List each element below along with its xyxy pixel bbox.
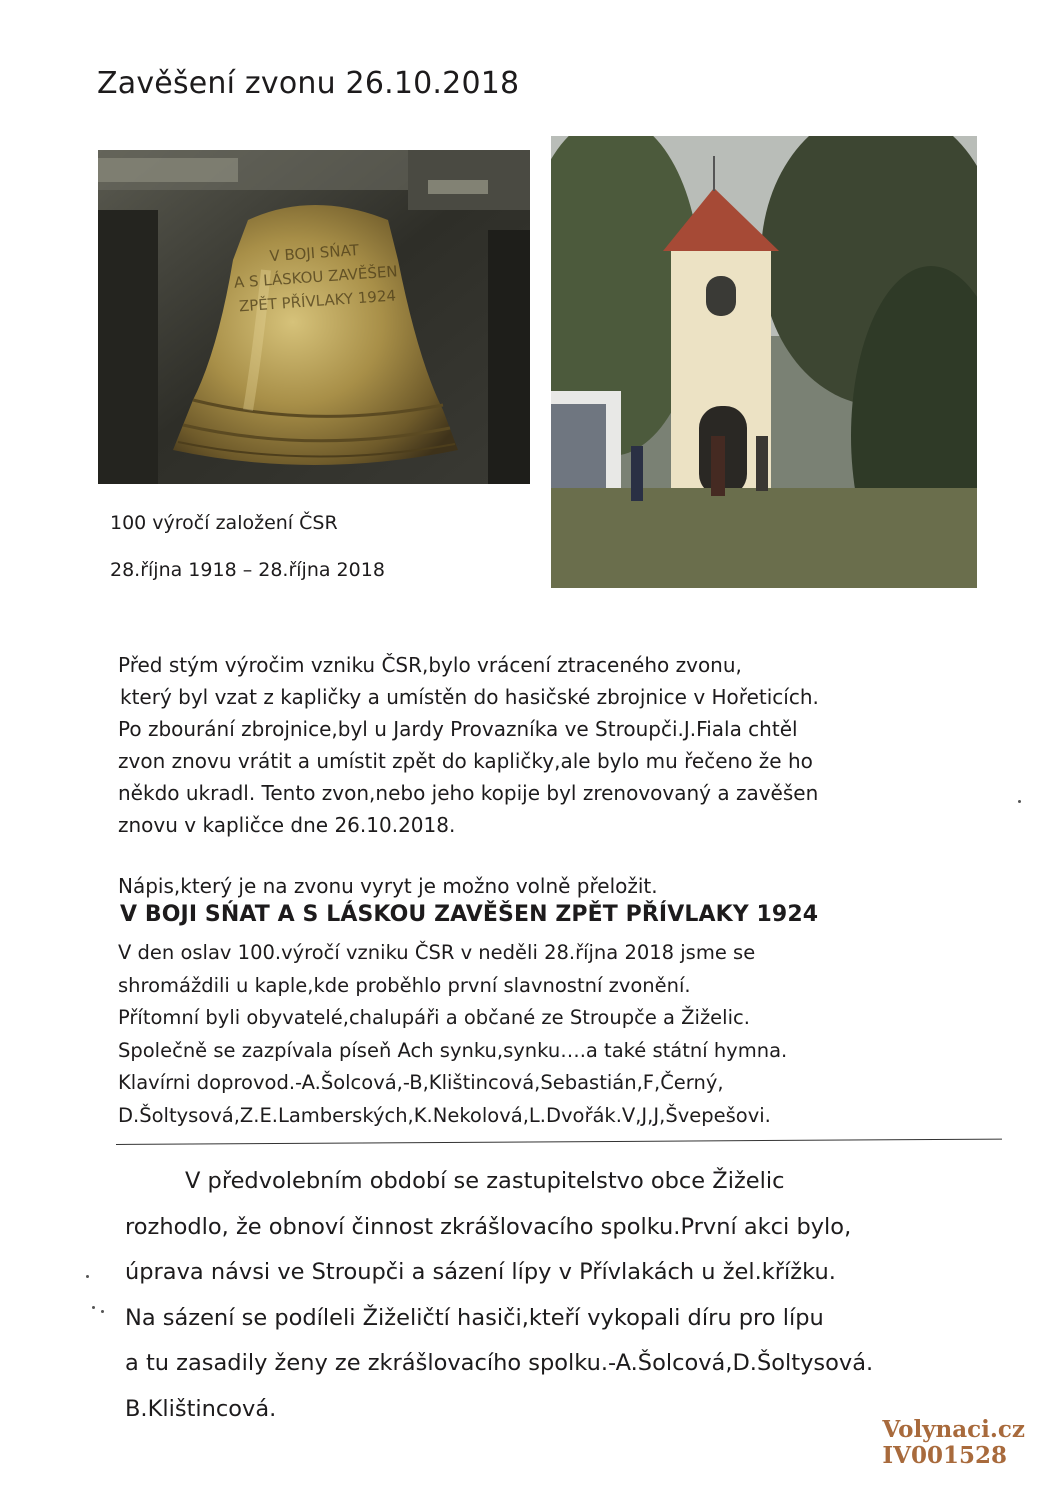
text-line: rozhodlo, že obnoví činnost zkrášlovacího spolku.První akci bylo, bbox=[125, 1213, 852, 1240]
text-line: Na sázení se podíleli Žiželičtí hasiči,kteří vykopali díru pro lípu bbox=[125, 1304, 824, 1331]
scan-speck bbox=[86, 1275, 89, 1278]
text-line: znovu v kapličce dne 26.10.2018. bbox=[118, 813, 456, 837]
text-line: Přítomní byli obyvatelé,chalupáři a občané ze Stroupče a Žiželic. bbox=[118, 1006, 750, 1029]
watermark-site: Volynaci.cz bbox=[882, 1416, 1025, 1443]
bell-photo bbox=[98, 150, 530, 484]
chapel-photo bbox=[551, 136, 977, 588]
divider bbox=[116, 1139, 1002, 1145]
scan-speck bbox=[101, 1310, 104, 1313]
bell-inscription-line: A S LÁSKOU ZAVĚŠEN bbox=[233, 262, 399, 292]
text-line: Klavírni doprovod.-A.Šolcová,-B,Klištincová,Sebastián,F,Černý, bbox=[118, 1071, 724, 1094]
text-line: Před stým výročim vzniku ČSR,bylo vrácení ztraceného zvonu, bbox=[118, 653, 742, 677]
text-line: Po zbourání zbrojnice,byl u Jardy Provazníka ve Stroupči.J.Fiala chtěl bbox=[118, 717, 798, 741]
caption-dates: 28.října 1918 – 28.října 2018 bbox=[110, 559, 385, 581]
bell-inscription-line: ZPĚT PŘÍVLAKY 1924 bbox=[238, 286, 397, 316]
page-title: Zavěšení zvonu 26.10.2018 bbox=[97, 66, 520, 101]
bell-inscription-line: V BOJI SŃAT bbox=[268, 240, 360, 266]
text-line: který byl vzat z kapličky a umístěn do hasičské zbrojnice v Hořeticích. bbox=[120, 685, 819, 709]
text-line: D.Šoltysová,Z.E.Lamberských,K.Nekolová,L.Dvořák.V,J,J,Švepešovi. bbox=[118, 1103, 771, 1127]
text-line: Nápis,který je na zvonu vyryt je možno volně přeložit. bbox=[118, 874, 658, 898]
watermark-code: IV001528 bbox=[882, 1442, 1007, 1469]
text-line: zvon znovu vrátit a umístit zpět do kapličky,ale bylo mu řečeno že ho bbox=[118, 749, 813, 773]
text-line: V předvolebním období se zastupitelstvo obce Žiželic bbox=[185, 1168, 785, 1194]
paragraph-celebration bbox=[118, 937, 787, 1132]
text-line: B.Klištincová. bbox=[125, 1395, 277, 1422]
text-line: a tu zasadily ženy ze zkrášlovacího spolku.-A.Šolcová,D.Šoltysová. bbox=[125, 1350, 874, 1376]
scan-speck bbox=[92, 1306, 95, 1309]
text-line: shromáždili u kaple,kde proběhlo první slavnostní zvonění. bbox=[118, 973, 691, 997]
paragraph-inscription-intro bbox=[118, 870, 658, 902]
text-line: Společně se zazpívala píseň Ach synku,synku….a také státní hymna. bbox=[118, 1038, 788, 1062]
text-line: úprava návsi ve Stroupči a sázení lípy v Přívlakách u žel.křížku. bbox=[125, 1259, 836, 1285]
caption-anniversary: 100 výročí založení ČSR bbox=[110, 512, 338, 534]
inscription-heading: V BOJI SŃAT A S LÁSKOU ZAVĚŠEN ZPĚT PŘÍVLAKY 1924 bbox=[120, 902, 819, 927]
text-line: někdo ukradl. Tento zvon,nebo jeho kopije byl zrenovovaný a zavěšen bbox=[118, 781, 819, 805]
watermark bbox=[882, 1417, 1025, 1469]
text-line: V den oslav 100.výročí vzniku ČSR v neděli 28.října 2018 jsme se bbox=[118, 941, 756, 964]
paragraph-history bbox=[118, 649, 819, 841]
scan-speck bbox=[1018, 800, 1021, 803]
paragraph-beautification bbox=[125, 1159, 873, 1432]
